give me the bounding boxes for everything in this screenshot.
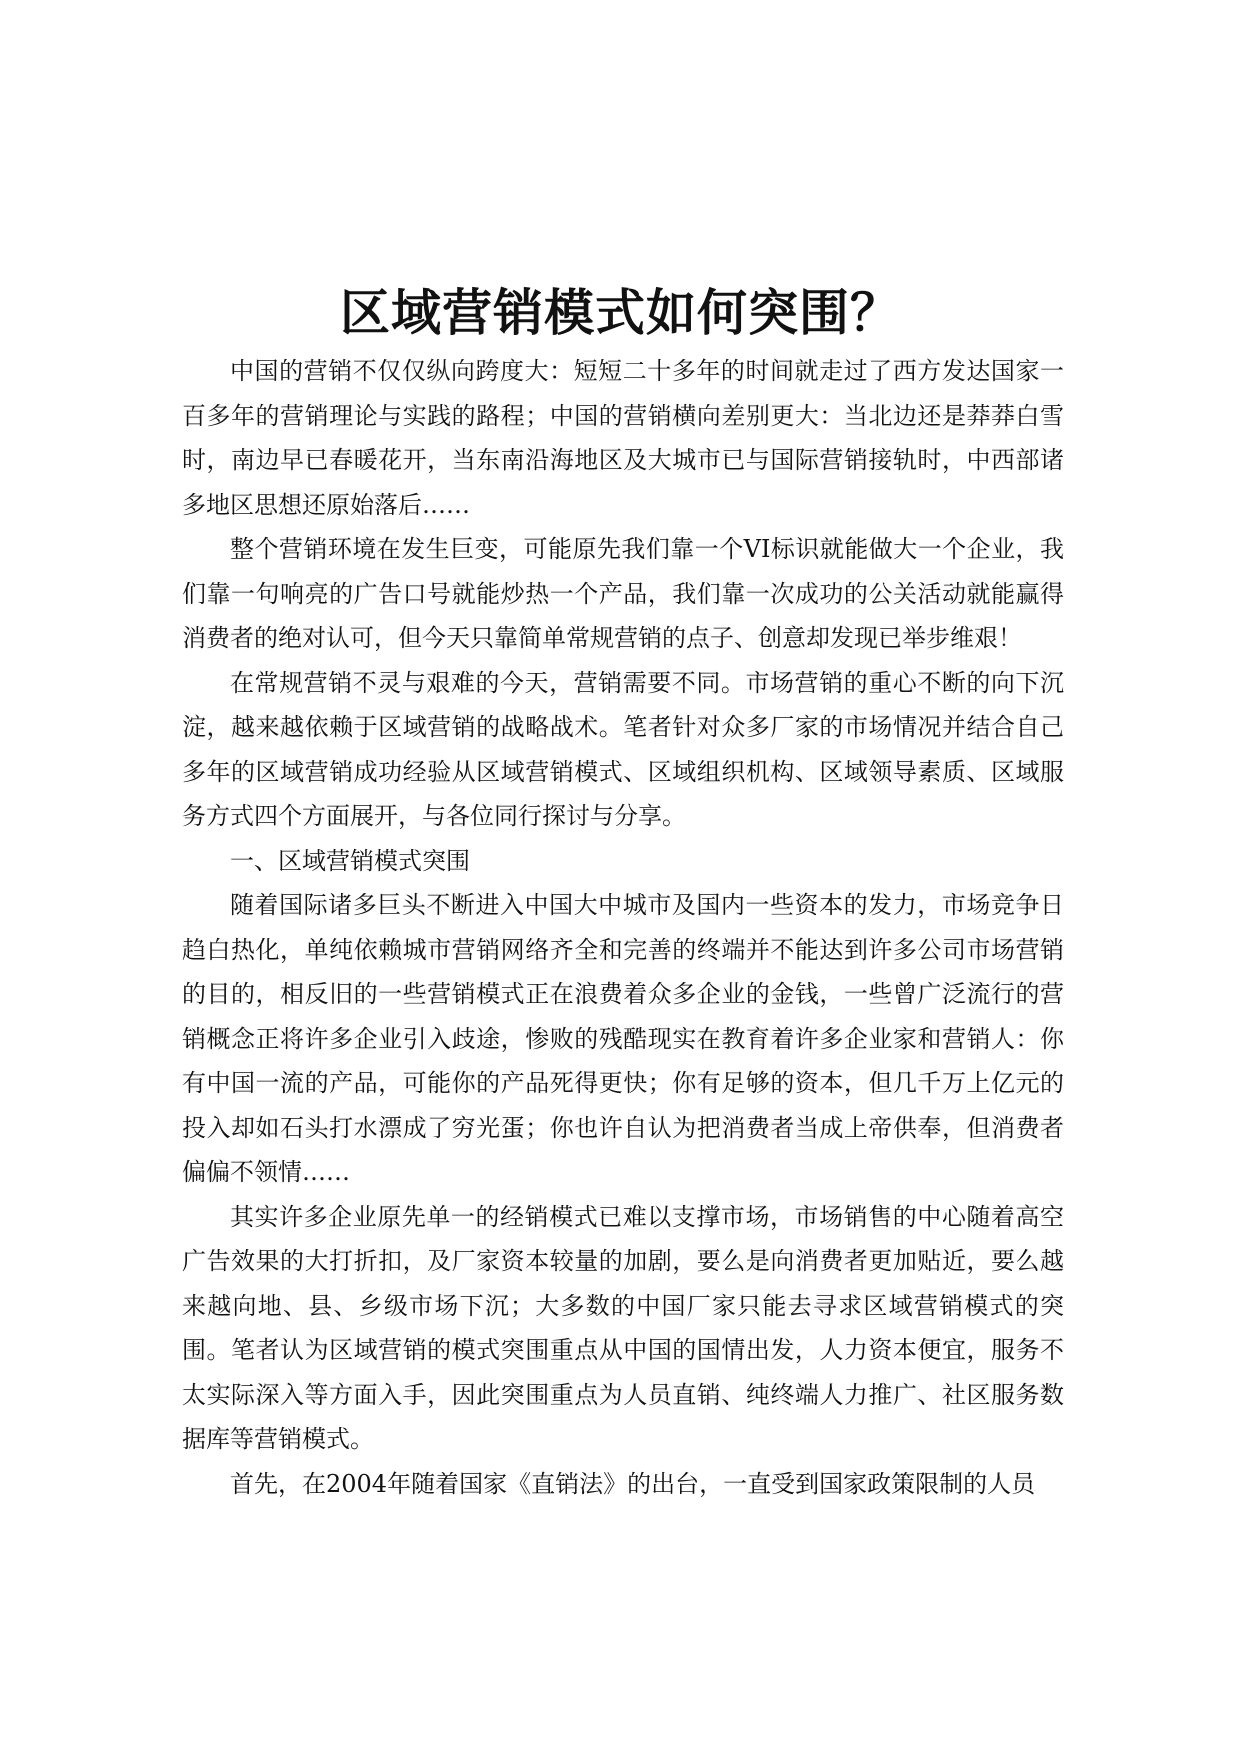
document-title: 区域营销模式如何突围？ <box>340 283 901 342</box>
paragraph-intro: 中国的营销不仅仅纵向跨度大：短短二十多年的时间就走过了西方发达国家一百多年的营销理论与实践的路程；中国的营销横向差别更大：当北边还是莽莽白雪时，南边早已春暖花开，当东南沿海地区及大城市已与国际营销接轨时，中西部诸多地区思想还原始落后…… <box>182 357 1064 519</box>
paragraph-outline: 在常规营销不灵与艰难的今天，营销需要不同。市场营销的重心不断的向下沉淀，越来越依赖于区域营销的战略战术。笔者针对众多厂家的市场情况并结合自己多年的区域营销成功经验从区域营销模式、区域组织机构、区域领导素质、区域服务方式四个方面展开，与各位同行探讨与分享。 <box>182 668 1064 830</box>
paragraph-competition: 随着国际诸多巨头不断进入中国大中城市及国内一些资本的发力，市场竞争日趋白热化，单纯依赖城市营销网络齐全和完善的终端并不能达到许多公司市场营销的目的，相反旧的一些营销模式正在浪费着众多企业的金钱，一些曾广泛流行的营销概念正将许多企业引入歧途，惨败的残酷现实在教育着许多企业家和营销人：你有中国一流的产品，可能你的产品死得更快；你有足够的资本，但几千万上亿元的投入却如石头打水漂成了穷光蛋；你也许自认为把消费者当成上帝供奉，但消费者偏偏不领情…… <box>182 891 1064 1186</box>
document-body <box>182 349 1064 1506</box>
paragraph-environment: 整个营销环境在发生巨变，可能原先我们靠一个VI标识就能做大一个企业，我们靠一句响亮的广告口号就能炒热一个产品，我们靠一次成功的公关活动就能赢得消费者的绝对认可，但今天只靠简单常规营销的点子、创意却发现已举步维艰！ <box>182 535 1064 652</box>
paragraph-direct-sales: 首先，在2004年随着国家《直销法》的出台，一直受到国家政策限制的人员 <box>230 1469 1036 1498</box>
section-heading: 一、区域营销模式突围 <box>230 846 470 875</box>
paragraph-breakthrough: 其实许多企业原先单一的经销模式已难以支撑市场，市场销售的中心随着高空广告效果的大打折扣，及厂家资本较量的加剧，要么是向消费者更加贴近，要么越来越向地、县、乡级市场下沉；大多数的中国厂家只能去寻求区域营销模式的突围。笔者认为区域营销的模式突围重点从中国的国情出发，人力资本便宜，服务不太实际深入等方面入手，因此突围重点为人员直销、纯终端人力推广、社区服务数据库等营销模式。 <box>182 1202 1064 1453</box>
